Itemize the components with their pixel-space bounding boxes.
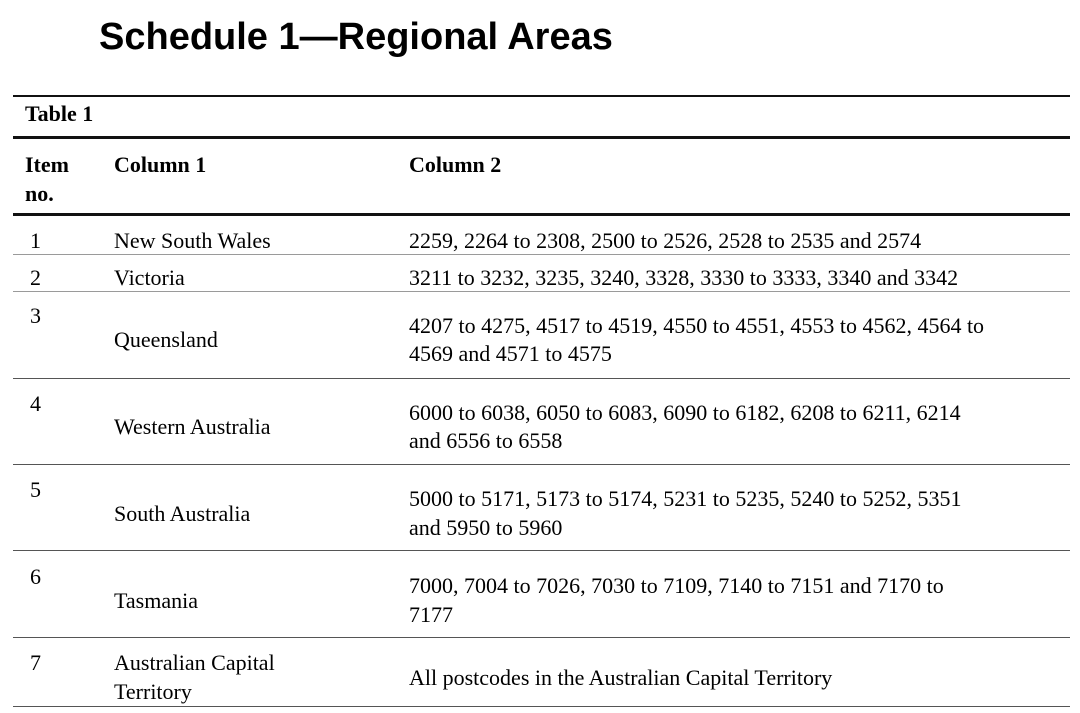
table-bottom-rule — [13, 706, 1070, 707]
row-item-number: 1 — [30, 228, 41, 253]
row-divider — [13, 254, 1070, 255]
row-item-number: 6 — [30, 564, 41, 589]
row-postcodes-line2: 4569 and 4571 to 4575 — [409, 341, 612, 366]
header-rule — [13, 213, 1070, 216]
row-item-number: 5 — [30, 477, 41, 502]
row-divider — [13, 637, 1070, 638]
row-postcodes-line2: and 5950 to 5960 — [409, 515, 563, 540]
row-postcodes-line2: 7177 — [409, 602, 453, 627]
row-divider — [13, 550, 1070, 551]
row-postcodes-line1: 7000, 7004 to 7026, 7030 to 7109, 7140 to 7151 and 7170 to — [409, 573, 944, 598]
row-region: Queensland — [114, 327, 218, 352]
header-item-line2: no. — [25, 181, 54, 206]
row-item-number: 4 — [30, 391, 41, 416]
row-item-number: 7 — [30, 650, 41, 675]
row-divider — [13, 291, 1070, 292]
page-title: Schedule 1—Regional Areas — [99, 16, 613, 58]
row-region-line1: Australian Capital — [114, 650, 275, 675]
header-column-2: Column 2 — [409, 152, 502, 177]
row-postcodes: 3211 to 3232, 3235, 3240, 3328, 3330 to 3333, 3340 and 3342 — [409, 265, 959, 290]
row-region-line2: Territory — [114, 679, 192, 704]
caption-rule — [13, 136, 1070, 139]
row-item-number: 2 — [30, 265, 41, 290]
row-region: South Australia — [114, 501, 251, 526]
row-region: Western Australia — [114, 414, 271, 439]
row-postcodes-line1: 5000 to 5171, 5173 to 5174, 5231 to 5235, 5240 to 5252, 5351 — [409, 486, 962, 511]
row-postcodes-line1: 6000 to 6038, 6050 to 6083, 6090 to 6182, 6208 to 6211, 6214 — [409, 400, 961, 425]
row-divider — [13, 464, 1070, 465]
row-postcodes-line1: 4207 to 4275, 4517 to 4519, 4550 to 4551, 4553 to 4562, 4564 to — [409, 313, 985, 338]
table-top-rule — [13, 95, 1070, 97]
header-item-line1: Item — [25, 152, 69, 177]
row-postcodes-line2: and 6556 to 6558 — [409, 428, 563, 453]
row-item-number: 3 — [30, 303, 41, 328]
row-postcodes: All postcodes in the Australian Capital Territory — [409, 665, 833, 690]
row-postcodes: 2259, 2264 to 2308, 2500 to 2526, 2528 to 2535 and 2574 — [409, 228, 922, 253]
header-column-1: Column 1 — [114, 152, 207, 177]
row-region: Victoria — [114, 265, 185, 290]
row-region: New South Wales — [114, 228, 271, 253]
table-caption: Table 1 — [25, 101, 94, 126]
row-divider — [13, 378, 1070, 379]
row-region: Tasmania — [114, 588, 198, 613]
